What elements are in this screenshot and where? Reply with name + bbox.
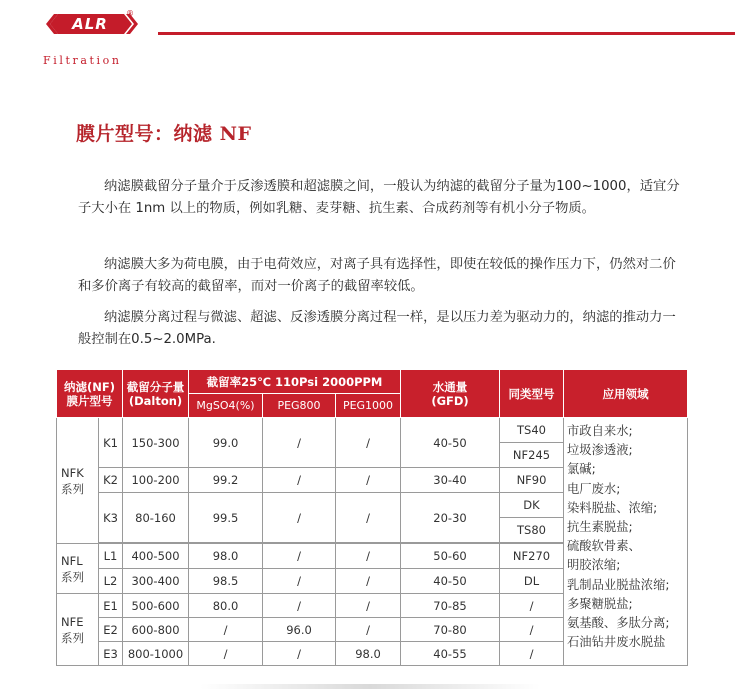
app-item: 石油钻井废水脱盐 xyxy=(567,635,666,650)
mwco-k1: 150-300 xyxy=(123,418,189,468)
header-flux-line1: 水通量 xyxy=(432,379,468,394)
flux-k3: 20-30 xyxy=(401,493,500,543)
app-item: 染料脱盐、浓缩; xyxy=(567,500,658,515)
app-item: 电厂废水; xyxy=(567,481,621,496)
peg1000-l1: / xyxy=(336,544,401,569)
page-title: 膜片型号：纳滤 NF xyxy=(76,123,252,145)
header-mwco-line1: 截留分子量 xyxy=(126,379,185,394)
series-nfk-line2: 系列 xyxy=(61,481,84,496)
mwco-e3: 800-1000 xyxy=(123,642,189,666)
intro-paragraph-2: 纳滤膜大多为荷电膜，由于电荷效应，对离子具有选择性，即使在较低的操作压力下，仍然对二价和多价离子有较高的截留率，而对一价离子的截留率较低。 xyxy=(78,257,676,294)
peg1000-e1: / xyxy=(336,594,401,618)
similar-e1: / xyxy=(500,594,564,618)
peg1000-l2: / xyxy=(336,569,401,594)
series-nfl-line1: NFL xyxy=(61,553,83,568)
header-mwco-line2: (Dalton) xyxy=(128,393,183,408)
header-similar: 同类型号 xyxy=(500,370,564,418)
model-e1: E1 xyxy=(99,594,123,618)
flux-l2: 40-50 xyxy=(401,569,500,594)
header-nf-line2: 膜片型号 xyxy=(66,393,113,408)
mwco-l1: 400-500 xyxy=(123,544,189,569)
footer-shade xyxy=(200,684,540,689)
header-mwco xyxy=(123,370,189,418)
mwco-k3: 80-160 xyxy=(123,493,189,543)
model-k3: K3 xyxy=(99,493,123,543)
header-rule xyxy=(158,32,735,35)
mgso4-k2: 99.2 xyxy=(189,468,263,493)
series-nfe xyxy=(57,594,99,666)
peg800-e1: / xyxy=(263,594,336,618)
header-peg1000: PEG1000 xyxy=(336,394,401,418)
model-e3: E3 xyxy=(99,642,123,666)
peg1000-k1: / xyxy=(336,418,401,468)
flux-e3: 40-55 xyxy=(401,642,500,666)
similar-l1: NF270 xyxy=(500,544,564,569)
intro-paragraph-3: 纳滤膜分离过程与微滤、超滤、反渗透膜分离过程一样，是以压力差为驱动力的，纳滤的推动力一般控制在0.5~2.0MPa. xyxy=(78,310,676,347)
header-apps: 应用领域 xyxy=(564,370,688,418)
app-item: 多聚糖脱盐; xyxy=(567,596,633,611)
page-header xyxy=(0,0,735,80)
app-item: 乳制品业脱盐浓缩; xyxy=(567,577,670,592)
model-k1: K1 xyxy=(99,418,123,468)
model-e2: E2 xyxy=(99,618,123,642)
header-nf-model xyxy=(57,370,123,418)
similar-k2: NF90 xyxy=(500,468,564,493)
mwco-k2: 100-200 xyxy=(123,468,189,493)
intro-paragraph-1: 纳滤膜截留分子量介于反渗透膜和超滤膜之间，一般认为纳滤的截留分子量为100~1000，适宜分子大小在 1nm 以上的物质，例如乳糖、麦芽糖、抗生素、合成药剂等有机小分子物质。 xyxy=(78,179,680,216)
app-item: 明胶浓缩; xyxy=(567,558,621,573)
mgso4-k3: 99.5 xyxy=(189,493,263,543)
peg1000-e2: / xyxy=(336,618,401,642)
brand-filtration: Filtration xyxy=(43,54,122,67)
similar-k3-a: DK xyxy=(500,493,564,518)
series-nfe-line2: 系列 xyxy=(61,630,84,645)
similar-e2: / xyxy=(500,618,564,642)
series-nfl xyxy=(57,544,99,594)
flux-k1: 40-50 xyxy=(401,418,500,468)
app-item: 市政自来水; xyxy=(567,424,633,438)
mgso4-l1: 98.0 xyxy=(189,544,263,569)
mgso4-l2: 98.5 xyxy=(189,569,263,594)
peg800-e3: / xyxy=(263,642,336,666)
header-flux xyxy=(401,370,500,418)
header-rejection: 截留率25℃ 110Psi 2000PPM xyxy=(189,370,401,394)
logo-wordmark: ALR xyxy=(72,15,108,33)
mgso4-e1: 80.0 xyxy=(189,594,263,618)
app-item: 氯碱; xyxy=(567,462,596,477)
flux-l1: 50-60 xyxy=(401,544,500,569)
logo-subtext: Active Membranes xyxy=(71,34,109,39)
header-nf-line1: 纳滤(NF) xyxy=(64,379,115,394)
peg800-k3: / xyxy=(263,493,336,543)
similar-k3-b: TS80 xyxy=(500,518,564,543)
nf-spec-table xyxy=(56,369,688,666)
flux-k2: 30-40 xyxy=(401,468,500,493)
mwco-l2: 300-400 xyxy=(123,569,189,594)
series-nfk xyxy=(57,418,99,544)
app-item: 氨基酸、多肽分离; xyxy=(567,616,670,631)
peg800-k1: / xyxy=(263,418,336,468)
mwco-e2: 600-800 xyxy=(123,618,189,642)
mwco-e1: 500-600 xyxy=(123,594,189,618)
mgso4-k1: 99.0 xyxy=(189,418,263,468)
peg1000-k3: / xyxy=(336,493,401,543)
similar-k1-b: NF245 xyxy=(500,443,564,468)
header-flux-line2: (GFD) xyxy=(431,393,469,408)
app-item: 垃圾渗透液; xyxy=(567,443,633,458)
table-row xyxy=(57,418,688,443)
mgso4-e3: / xyxy=(189,642,263,666)
peg800-e2: 96.0 xyxy=(263,618,336,642)
peg800-k2: / xyxy=(263,468,336,493)
model-l1: L1 xyxy=(99,544,123,569)
series-nfk-line1: NFK xyxy=(61,465,84,480)
similar-e3: / xyxy=(500,642,564,666)
similar-k1-a: TS40 xyxy=(500,418,564,443)
model-l2: L2 xyxy=(99,569,123,594)
peg1000-e3: 98.0 xyxy=(336,642,401,666)
flux-e2: 70-80 xyxy=(401,618,500,642)
peg1000-k2: / xyxy=(336,468,401,493)
flux-e1: 70-85 xyxy=(401,594,500,618)
series-nfe-line1: NFE xyxy=(61,614,84,629)
peg800-l1: / xyxy=(263,544,336,569)
similar-l2: DL xyxy=(500,569,564,594)
model-k2: K2 xyxy=(99,468,123,493)
mgso4-e2: / xyxy=(189,618,263,642)
applications-cell xyxy=(564,418,688,666)
header-peg800: PEG800 xyxy=(263,394,336,418)
app-item: 硫酸软骨素、 xyxy=(567,539,641,554)
header-mgso4: MgSO4(%) xyxy=(189,394,263,418)
app-item: 抗生素脱盐; xyxy=(567,520,633,535)
registered-mark: ® xyxy=(126,9,134,18)
peg800-l2: / xyxy=(263,569,336,594)
series-nfl-line2: 系列 xyxy=(61,569,84,584)
